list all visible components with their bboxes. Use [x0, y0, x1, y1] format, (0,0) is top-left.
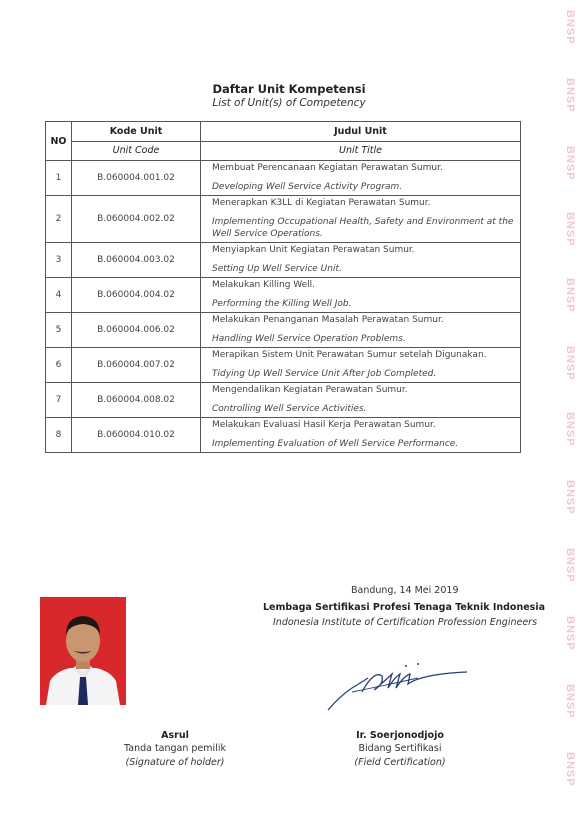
unit-number: 1	[46, 161, 72, 196]
page-subtitle: List of Unit(s) of Competency	[212, 97, 366, 109]
bnsp-watermark-strip	[554, 0, 576, 824]
unit-title-id: Melakukan Killing Well.	[212, 280, 316, 290]
holder-signature-label: Tanda tangan pemilik	[124, 743, 226, 754]
unit-title-en: Handling Well Service Operation Problems.	[212, 334, 406, 344]
unit-title-cell	[201, 196, 521, 243]
watermark-text: BNSP	[564, 146, 576, 181]
unit-title-en: Setting Up Well Service Unit.	[212, 264, 342, 274]
signer-name: Ir. Soerjonodjojo	[356, 730, 444, 741]
watermark-text: BNSP	[564, 78, 576, 113]
watermark-text: BNSP	[564, 684, 576, 719]
unit-title-cell	[201, 348, 521, 383]
watermark-text: BNSP	[564, 212, 576, 247]
unit-number: 5	[46, 313, 72, 348]
unit-number: 7	[46, 383, 72, 418]
table-row	[46, 348, 521, 383]
competency-units-table	[45, 121, 521, 453]
unit-title-id: Membuat Perencanaan Kegiatan Perawatan Sumur.	[212, 163, 443, 173]
page-title: Daftar Unit Kompetensi	[212, 82, 366, 96]
watermark-text: BNSP	[564, 548, 576, 583]
header-unit-code-en: Unit Code	[72, 141, 201, 161]
unit-title-cell	[201, 313, 521, 348]
header-unit-title: Judul Unit	[201, 122, 521, 142]
watermark-text: BNSP	[564, 752, 576, 787]
holder-portrait-image	[40, 597, 126, 705]
place-date: Bandung, 14 Mei 2019	[351, 585, 459, 596]
unit-title-id: Mengendalikan Kegiatan Perawatan Sumur.	[212, 385, 408, 395]
unit-title-id: Melakukan Evaluasi Hasil Kerja Perawatan Sumur.	[212, 420, 436, 430]
table-row	[46, 313, 521, 348]
unit-title-en: Developing Well Service Activity Program.	[212, 182, 403, 192]
unit-title-id: Merapikan Sistem Unit Perawatan Sumur setelah Digunakan.	[212, 350, 487, 360]
issuer-organization: Lembaga Sertifikasi Profesi Tenaga Teknik Indonesia	[263, 602, 545, 613]
header-no: NO	[46, 122, 72, 161]
table-row	[46, 196, 521, 243]
signer-department-en: (Field Certification)	[354, 757, 446, 768]
table-row	[46, 418, 521, 453]
holder-photo	[40, 597, 126, 705]
header-unit-code: Kode Unit	[72, 122, 201, 142]
watermark-text: BNSP	[564, 346, 576, 381]
watermark-text: BNSP	[564, 480, 576, 515]
unit-code: B.060004.006.02	[72, 313, 201, 348]
table-row	[46, 278, 521, 313]
unit-title-en: Implementing Occupational Health, Safety and Environment at the Well Service Operations.	[212, 217, 514, 239]
issuer-signature	[322, 660, 472, 719]
watermark-text: BNSP	[564, 10, 576, 45]
table-row	[46, 243, 521, 278]
unit-title-id: Menyiapkan Unit Kegiatan Perawatan Sumur.	[212, 245, 415, 255]
unit-number: 6	[46, 348, 72, 383]
unit-number: 2	[46, 196, 72, 243]
unit-code: B.060004.001.02	[72, 161, 201, 196]
unit-title-cell	[201, 418, 521, 453]
table-row	[46, 383, 521, 418]
watermark-text: BNSP	[564, 616, 576, 651]
unit-title-cell	[201, 383, 521, 418]
signer-department: Bidang Sertifikasi	[358, 743, 442, 754]
unit-number: 4	[46, 278, 72, 313]
holder-signature-label-en: (Signature of holder)	[125, 757, 225, 768]
unit-code: B.060004.002.02	[72, 196, 201, 243]
unit-title-id: Melakukan Penanganan Masalah Perawatan Sumur.	[212, 315, 444, 325]
unit-title-en: Performing the Killing Well Job.	[212, 299, 352, 309]
unit-number: 8	[46, 418, 72, 453]
unit-title-cell	[201, 161, 521, 196]
header-unit-title-en: Unit Title	[201, 141, 521, 161]
unit-title-cell	[201, 243, 521, 278]
unit-code: B.060004.004.02	[72, 278, 201, 313]
unit-title-en: Tidying Up Well Service Unit After Job Completed.	[212, 369, 437, 379]
unit-title-en: Controlling Well Service Activities.	[212, 404, 367, 414]
holder-name: Asrul	[161, 730, 189, 741]
unit-title-en: Implementing Evaluation of Well Service Performance.	[212, 439, 459, 449]
table-row	[46, 161, 521, 196]
unit-number: 3	[46, 243, 72, 278]
unit-code: B.060004.007.02	[72, 348, 201, 383]
watermark-text: BNSP	[564, 412, 576, 447]
unit-code: B.060004.010.02	[72, 418, 201, 453]
unit-title-id: Menerapkan K3LL di Kegiatan Perawatan Sumur.	[212, 198, 431, 208]
unit-title-cell	[201, 278, 521, 313]
issuer-organization-en: Indonesia Institute of Certification Profession Engineers	[273, 617, 538, 628]
unit-code: B.060004.003.02	[72, 243, 201, 278]
watermark-text: BNSP	[564, 278, 576, 313]
unit-code: B.060004.008.02	[72, 383, 201, 418]
